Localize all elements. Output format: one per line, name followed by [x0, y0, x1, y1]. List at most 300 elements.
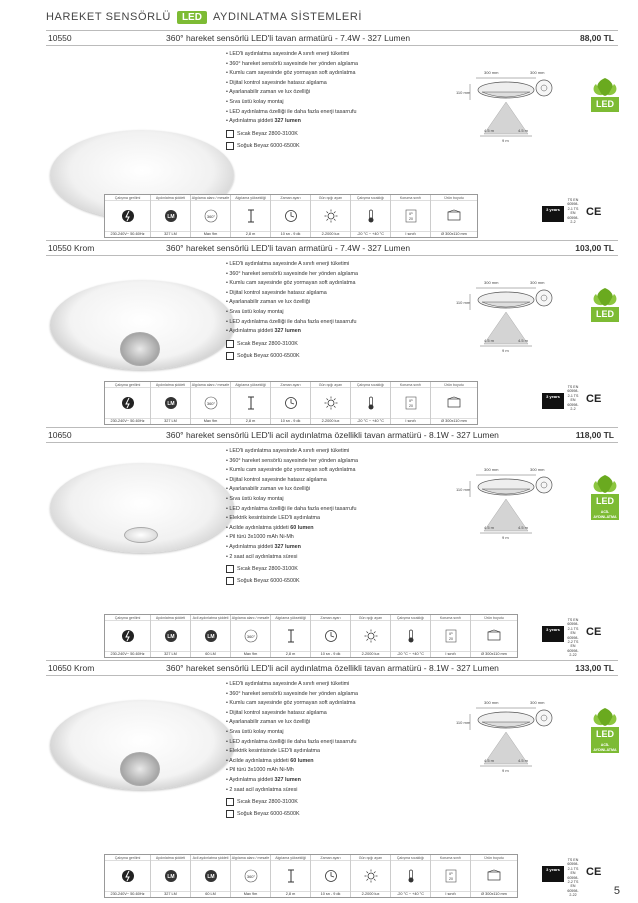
spec-height: [271, 615, 311, 657]
color-option[interactable]: [226, 338, 426, 350]
ce-mark: CE: [586, 626, 602, 638]
thermometer-icon: [363, 209, 379, 223]
ce-mark: CE: [586, 866, 602, 878]
spec-icon-wrap: [320, 395, 342, 411]
spec-height: [231, 195, 271, 237]
spec-label: Algılama yüksekliği: [231, 382, 270, 388]
feature-item: • Aydınlatma şiddeti 327 lumen: [226, 117, 426, 127]
spec-label: Zaman ayarı: [311, 615, 350, 621]
color-checkbox[interactable]: [226, 340, 234, 348]
daylight-icon: [323, 396, 339, 410]
spec-value: 230-240V~ 50-60Hz: [105, 651, 150, 657]
warranty-badge: 3 years: [542, 626, 564, 642]
feature-item: • LED'li aydınlatma sayesinde A sınıfı enerji tüketimi: [226, 50, 426, 60]
spec-value: 230-240V~ 50-60Hz: [105, 891, 150, 897]
feature-list: [226, 447, 426, 562]
color-option-label: Sıcak Beyaz 2800-3100K: [237, 340, 298, 347]
spec-value: Ø 300x110 mm: [471, 891, 517, 897]
spec-icon-wrap: [117, 208, 139, 224]
led-leaf-badge: [590, 706, 620, 752]
spec-icon-wrap: [483, 628, 505, 644]
svg-text:360°: 360°: [206, 214, 215, 219]
spec-label: Algılama alanı / mesafe: [231, 856, 270, 860]
spec-angle: [191, 195, 231, 237]
package-size-icon: [446, 396, 462, 410]
spec-angle: [231, 615, 271, 657]
dimension-width-left: 300 mm: [484, 70, 499, 75]
spec-value: -20 °C ~ +40 °C: [391, 891, 430, 897]
feature-item: • LED'li aydınlatma sayesinde A sınıfı enerji tüketimi: [226, 260, 426, 270]
dimension-height: 110 mm: [456, 720, 471, 725]
svg-text:20: 20: [448, 637, 453, 641]
voltage-icon: [120, 869, 136, 883]
spec-value: 327 LM: [151, 651, 190, 657]
color-checkbox[interactable]: [226, 565, 234, 573]
svg-text:LM: LM: [166, 874, 175, 880]
spec-icon-wrap: [280, 628, 302, 644]
spec-label: Çalışma sıcaklığı: [391, 615, 430, 621]
color-option-label: Soğuk Beyaz 6000-6500K: [237, 352, 300, 359]
feature-item: • Dijital kontrol sayesinde hatasız algılama: [226, 289, 426, 299]
emergency-badge-text: ACİL AYDINLATMA: [593, 743, 617, 752]
product-code: 10650 Krom: [48, 663, 95, 673]
detection-angle-icon: [243, 869, 259, 883]
color-option[interactable]: [226, 796, 426, 808]
spec-time: [271, 382, 311, 424]
spec-value: I sınıfı: [391, 231, 430, 237]
led-leaf-badge: [590, 286, 620, 326]
color-option-label: Sıcak Beyaz 2800-3100K: [237, 130, 298, 137]
spec-label: Çalışma sıcaklığı: [351, 382, 390, 388]
spec-size: [431, 195, 477, 237]
feature-item: • Elektrik kesintisinde LED'li aydınlatma: [226, 747, 426, 757]
svg-text:360°: 360°: [246, 874, 255, 879]
spec-lux: [351, 615, 391, 657]
height-icon: [243, 396, 259, 410]
product-title-bar: [46, 427, 618, 443]
spec-label: Aydınlatma şiddeti: [151, 382, 190, 388]
spec-label: Çalışma gerilimi: [105, 615, 150, 621]
product-price: 133,00 TL: [575, 663, 614, 673]
spec-icon-wrap: [240, 395, 262, 411]
spec-protection: [391, 382, 431, 424]
feature-item: • Ayarlanabilir zaman ve lux özelliği: [226, 88, 426, 98]
dimension-range-right: 4.5 m: [518, 128, 529, 133]
spec-icon-wrap: [400, 868, 422, 884]
dimension-range-total: 9 m: [502, 138, 509, 143]
spec-icon-wrap: [117, 628, 139, 644]
lumen-emphasis: 327 lumen: [274, 118, 301, 125]
led-badge-text: LED: [596, 496, 614, 506]
color-option[interactable]: [226, 575, 426, 587]
lumen-emphasis: 327 lumen: [274, 776, 301, 783]
warranty-badge: 3 years: [542, 866, 564, 882]
certification-text: TS EN 60598-2-1 TS EN 60598-2-2: [567, 385, 579, 412]
feature-item: • Acilde aydınlatma şiddeti 60 lumen: [226, 757, 426, 767]
leaf-icon: [590, 286, 620, 326]
spec-icon-wrap: [160, 208, 182, 224]
dimension-height: 110 mm: [456, 487, 471, 492]
spec-time: [311, 855, 351, 897]
feature-item: • 2 saat acil aydınlatma süresi: [226, 553, 426, 563]
height-icon: [243, 209, 259, 223]
lumen-icon: [203, 629, 219, 643]
spec-value: 2-2000 lux: [351, 891, 390, 897]
leaf-icon: [590, 76, 620, 116]
spec-label: Zaman ayarı: [271, 195, 310, 201]
feature-item: • Aydınlatma şiddeti 327 lumen: [226, 776, 426, 786]
color-option-label: Sıcak Beyaz 2800-3100K: [237, 799, 298, 806]
feature-item: • Kumlu cam sayesinde göz yormayan soft aydınlatma: [226, 466, 426, 476]
emergency-badge-text: ACİL AYDINLATMA: [593, 510, 617, 519]
svg-text:20: 20: [408, 404, 413, 408]
spec-label: Algılama yüksekliği: [231, 195, 270, 201]
spec-table: [104, 614, 518, 658]
spec-value: 10 sn - 9 dk: [311, 651, 350, 657]
led-leaf-badge: [590, 76, 620, 116]
spec-table: [104, 381, 478, 425]
color-option[interactable]: [226, 563, 426, 575]
spec-icon-wrap: [400, 628, 422, 644]
spec-time: [311, 615, 351, 657]
feature-item: • 360° hareket sensörlü sayesinde her yönden algılama: [226, 60, 426, 70]
warranty-badge: 3 years: [542, 206, 564, 222]
spec-icon-wrap: [200, 628, 222, 644]
spec-icon-wrap: [280, 395, 302, 411]
spec-icon-wrap: [360, 208, 382, 224]
thermometer-icon: [403, 629, 419, 643]
color-options: [226, 128, 426, 152]
lamp-image: [50, 700, 234, 790]
feature-item: • Pil türü 3x1000 mAh Ni-Mh: [226, 766, 426, 776]
svg-text:LM: LM: [206, 634, 215, 640]
spec-value: 2,8 m: [231, 231, 270, 237]
spec-value: 2-2000 lux: [311, 231, 350, 237]
spec-icon-wrap: [443, 395, 465, 411]
feature-item: • 2 saat acil aydınlatma süresi: [226, 786, 426, 796]
daylight-icon: [323, 209, 339, 223]
spec-voltage: [105, 615, 151, 657]
color-checkbox[interactable]: [226, 352, 234, 360]
dimension-range-right: 4.5 m: [518, 758, 529, 763]
feature-item: • Elektrik kesintisinde LED'li aydınlatma: [226, 514, 426, 524]
feature-item: • LED'li aydınlatma sayesinde A sınıfı enerji tüketimi: [226, 447, 426, 457]
header-title-part1: HAREKET SENSÖRLÜ: [46, 11, 171, 23]
svg-text:20: 20: [408, 217, 413, 221]
certification-text: TS EN 60598-2-1 TS EN 60598-2-2 TS EN 60598-2-22: [567, 858, 579, 898]
feature-item: • 360° hareket sensörlü sayesinde her yönden algılama: [226, 270, 426, 280]
color-option[interactable]: [226, 140, 426, 152]
lamp-image: [50, 463, 234, 553]
color-checkbox[interactable]: [226, 577, 234, 585]
dimension-diagram-icon: [426, 278, 556, 358]
spec-label: Koruma sınıfı: [431, 855, 470, 861]
spec-label: Çalışma sıcaklığı: [351, 195, 390, 201]
lamp-image: [50, 280, 234, 370]
spec-label: Aydınlatma şiddeti: [151, 195, 190, 201]
dimension-diagram: [426, 698, 556, 778]
color-options: [226, 796, 426, 820]
product-section: [46, 427, 618, 660]
spec-label: Acil aydınlatma şiddeti: [192, 616, 229, 620]
timer-icon: [283, 209, 299, 223]
color-option[interactable]: [226, 350, 426, 362]
dimension-width-right: 300 mm: [530, 70, 545, 75]
spec-value: 10 sn - 9 dk: [271, 231, 310, 237]
spec-value: I sınıfı: [431, 651, 470, 657]
spec-angle: [231, 855, 271, 897]
spec-icon-wrap: [320, 208, 342, 224]
product-title: 360° hareket sensörlü LED'li acil aydınlatma özellikli tavan armatürü - 8.1W - 327 Lumen: [166, 663, 499, 673]
spec-lumen: [151, 382, 191, 424]
feature-item: • LED'li aydınlatma sayesinde A sınıfı enerji tüketimi: [226, 680, 426, 690]
spec-label: Aydınlatma şiddeti: [151, 855, 190, 861]
dimension-width-left: 300 mm: [484, 280, 499, 285]
svg-text:LM: LM: [166, 401, 175, 407]
spec-value: -20 °C ~ +40 °C: [351, 418, 390, 424]
daylight-icon: [363, 869, 379, 883]
timer-icon: [323, 629, 339, 643]
product-code: 10550: [48, 33, 72, 43]
color-options: [226, 338, 426, 362]
spec-label: Gün ışığı ayarı: [351, 615, 390, 621]
feature-item: • 360° hareket sensörlü sayesinde her yönden algılama: [226, 690, 426, 700]
height-icon: [283, 869, 299, 883]
feature-item: • Kumlu cam sayesinde göz yormayan soft aydınlatma: [226, 279, 426, 289]
spec-label: Koruma sınıfı: [391, 382, 430, 388]
led-leaf-badge: [590, 473, 620, 519]
svg-text:LM: LM: [206, 874, 215, 880]
spec-emergency_lumen: [191, 615, 231, 657]
spec-label: Aydınlatma şiddeti: [151, 615, 190, 621]
lumen-icon: [163, 209, 179, 223]
spec-icon-wrap: [200, 868, 222, 884]
spec-value: 230-240V~ 50-60Hz: [105, 418, 150, 424]
spec-value: 2,8 m: [271, 651, 310, 657]
product-section: [46, 240, 618, 427]
product-code: 10650: [48, 430, 72, 440]
spec-value: 60 LM: [191, 891, 230, 897]
feature-item: • Dijital kontrol sayesinde hatasız algılama: [226, 79, 426, 89]
feature-item: • Pil türü 3x1000 mAh Ni-Mh: [226, 533, 426, 543]
header-title-part2: AYDINLATMA SİSTEMLERİ: [212, 11, 363, 23]
dimension-range-right: 4.5 m: [518, 525, 529, 530]
lumen-emphasis: 60 lumen: [290, 524, 314, 531]
spec-lumen: [151, 615, 191, 657]
dimension-range-left: 4.5 m: [484, 338, 495, 343]
package-size-icon: [486, 629, 502, 643]
page-header: [46, 8, 362, 26]
dimension-width-right: 300 mm: [530, 700, 545, 705]
product-price: 88,00 TL: [579, 33, 614, 43]
spec-label: Algılama alanı / mesafe: [191, 383, 230, 387]
spec-label: Koruma sınıfı: [391, 195, 430, 201]
spec-value: 327 LM: [151, 418, 190, 424]
feature-item: • Kumlu cam sayesinde göz yormayan soft aydınlatma: [226, 699, 426, 709]
spec-icon-wrap: [320, 868, 342, 884]
color-option-label: Soğuk Beyaz 6000-6500K: [237, 811, 300, 818]
spec-label: Algılama yüksekliği: [271, 615, 310, 621]
dimension-diagram: [426, 278, 556, 358]
spec-icon-wrap: [443, 208, 465, 224]
spec-icon-wrap: [240, 628, 262, 644]
package-size-icon: [486, 869, 502, 883]
spec-value: I sınıfı: [431, 891, 470, 897]
lumen-emphasis: 60 lumen: [290, 757, 314, 764]
spec-icon-wrap: [400, 208, 422, 224]
spec-value: -20 °C ~ +40 °C: [391, 651, 430, 657]
dimension-diagram-icon: [426, 698, 556, 778]
feature-item: • Aydınlatma şiddeti 327 lumen: [226, 543, 426, 553]
spec-value: -20 °C ~ +40 °C: [351, 231, 390, 237]
motion-sensor-icon: [120, 752, 160, 786]
svg-text:IP: IP: [448, 632, 453, 636]
spec-icon-wrap: [200, 208, 222, 224]
spec-lux: [351, 855, 391, 897]
spec-size: [471, 855, 517, 897]
dimension-width-right: 300 mm: [530, 467, 545, 472]
spec-size: [431, 382, 477, 424]
ip-rating-icon: [403, 396, 419, 410]
spec-protection: [431, 855, 471, 897]
feature-item: • LED aydınlatma özelliği ile daha fazla enerji tasarrufu: [226, 505, 426, 515]
spec-label: Çalışma gerilimi: [105, 382, 150, 388]
spec-emergency_lumen: [191, 855, 231, 897]
feature-item: • LED aydınlatma özelliği ile daha fazla enerji tasarrufu: [226, 738, 426, 748]
certification-text: TS EN 60598-2-1 TS EN 60598-2-2: [567, 198, 579, 225]
feature-item: • LED aydınlatma özelliği ile daha fazla enerji tasarrufu: [226, 108, 426, 118]
svg-text:IP: IP: [408, 399, 413, 403]
spec-label: Gün ışığı ayarı: [311, 382, 350, 388]
spec-voltage: [105, 195, 151, 237]
spec-temp: [391, 615, 431, 657]
spec-label: Zaman ayarı: [311, 855, 350, 861]
spec-label: Algılama alanı / mesafe: [191, 196, 230, 200]
spec-temp: [391, 855, 431, 897]
dimension-diagram: [426, 465, 556, 545]
svg-text:LM: LM: [166, 214, 175, 220]
product-title: 360° hareket sensörlü LED'li tavan armatürü - 7.4W - 327 Lumen: [166, 33, 411, 43]
feature-list: [226, 260, 426, 337]
product-title-bar: [46, 240, 618, 256]
spec-icon-wrap: [483, 868, 505, 884]
spec-value: 327 LM: [151, 231, 190, 237]
spec-value: 327 LM: [151, 891, 190, 897]
daylight-icon: [363, 629, 379, 643]
voltage-icon: [120, 396, 136, 410]
feature-item: • Ayarlanabilir zaman ve lux özelliği: [226, 718, 426, 728]
thermometer-icon: [403, 869, 419, 883]
ip-rating-icon: [403, 209, 419, 223]
lumen-icon: [163, 396, 179, 410]
spec-icon-wrap: [360, 395, 382, 411]
spec-lumen: [151, 855, 191, 897]
dimension-height: 110 mm: [456, 90, 471, 95]
header-led-badge: LED: [177, 11, 207, 24]
color-checkbox[interactable]: [226, 810, 234, 818]
led-badge-text: LED: [596, 309, 614, 319]
spec-value: I sınıfı: [391, 418, 430, 424]
color-option-label: Soğuk Beyaz 6000-6500K: [237, 142, 300, 149]
dimension-diagram-icon: [426, 68, 556, 148]
spec-table: [104, 194, 478, 238]
spec-icon-wrap: [360, 628, 382, 644]
page-number: 5: [613, 885, 620, 897]
color-option[interactable]: [226, 128, 426, 140]
spec-value: Max 9m: [191, 231, 230, 237]
spec-icon-wrap: [117, 868, 139, 884]
spec-protection: [431, 615, 471, 657]
spec-icon-wrap: [320, 628, 342, 644]
product-price: 118,00 TL: [575, 430, 614, 440]
spec-protection: [391, 195, 431, 237]
spec-lux: [311, 382, 351, 424]
feature-item: • 360° hareket sensörlü sayesinde her yönden algılama: [226, 457, 426, 467]
feature-list: [226, 50, 426, 127]
spec-value: 2-2000 lux: [311, 418, 350, 424]
color-checkbox[interactable]: [226, 142, 234, 150]
color-options: [226, 563, 426, 587]
thermometer-icon: [363, 396, 379, 410]
feature-item: • Dijital kontrol sayesinde hatasız algılama: [226, 709, 426, 719]
dimension-width-left: 300 mm: [484, 700, 499, 705]
color-option[interactable]: [226, 808, 426, 820]
product-title: 360° hareket sensörlü LED'li tavan armatürü - 7.4W - 327 Lumen: [166, 243, 411, 253]
spec-value: Max 9m: [231, 891, 270, 897]
spec-icon-wrap: [160, 868, 182, 884]
spec-value: Ø 300x110 mm: [431, 231, 477, 237]
voltage-icon: [120, 209, 136, 223]
spec-label: Gün ışığı ayarı: [351, 855, 390, 861]
spec-lux: [311, 195, 351, 237]
feature-item: • Sıva üstü kolay montaj: [226, 728, 426, 738]
package-size-icon: [446, 209, 462, 223]
color-checkbox[interactable]: [226, 130, 234, 138]
dimension-diagram-icon: [426, 465, 556, 545]
feature-item: • Dijital kontrol sayesinde hatasız algılama: [226, 476, 426, 486]
feature-item: • Sıva üstü kolay montaj: [226, 495, 426, 505]
feature-list: [226, 680, 426, 795]
product-title: 360° hareket sensörlü LED'li acil aydınlatma özellikli tavan armatürü - 8.1W - 327 Lumen: [166, 430, 499, 440]
spec-label: Gün ışığı ayarı: [311, 195, 350, 201]
spec-value: 230-240V~ 50-60Hz: [105, 231, 150, 237]
color-option-label: Sıcak Beyaz 2800-3100K: [237, 566, 298, 573]
spec-icon-wrap: [200, 395, 222, 411]
spec-temp: [351, 382, 391, 424]
spec-icon-wrap: [360, 868, 382, 884]
spec-table: [104, 854, 518, 898]
spec-value: 60 LM: [191, 651, 230, 657]
spec-label: Çalışma sıcaklığı: [391, 855, 430, 861]
svg-text:360°: 360°: [246, 634, 255, 639]
spec-icon-wrap: [400, 395, 422, 411]
dimension-range-right: 4.5 m: [518, 338, 529, 343]
spec-value: 10 sn - 9 dk: [311, 891, 350, 897]
color-checkbox[interactable]: [226, 798, 234, 806]
svg-text:LM: LM: [166, 634, 175, 640]
spec-label: Ürün boyutu: [471, 855, 517, 861]
spec-label: Acil aydınlatma şiddeti: [192, 856, 229, 860]
svg-text:IP: IP: [448, 872, 453, 876]
spec-icon-wrap: [440, 868, 462, 884]
detection-angle-icon: [243, 629, 259, 643]
spec-value: 2,8 m: [231, 418, 270, 424]
warranty-badge: 3 years: [542, 393, 564, 409]
height-icon: [283, 629, 299, 643]
certification-text: TS EN 60598-2-1 TS EN 60598-2-2 TS EN 60598-2-22: [567, 618, 579, 658]
feature-item: • Sıva üstü kolay montaj: [226, 308, 426, 318]
spec-value: Ø 300x110 mm: [431, 418, 477, 424]
